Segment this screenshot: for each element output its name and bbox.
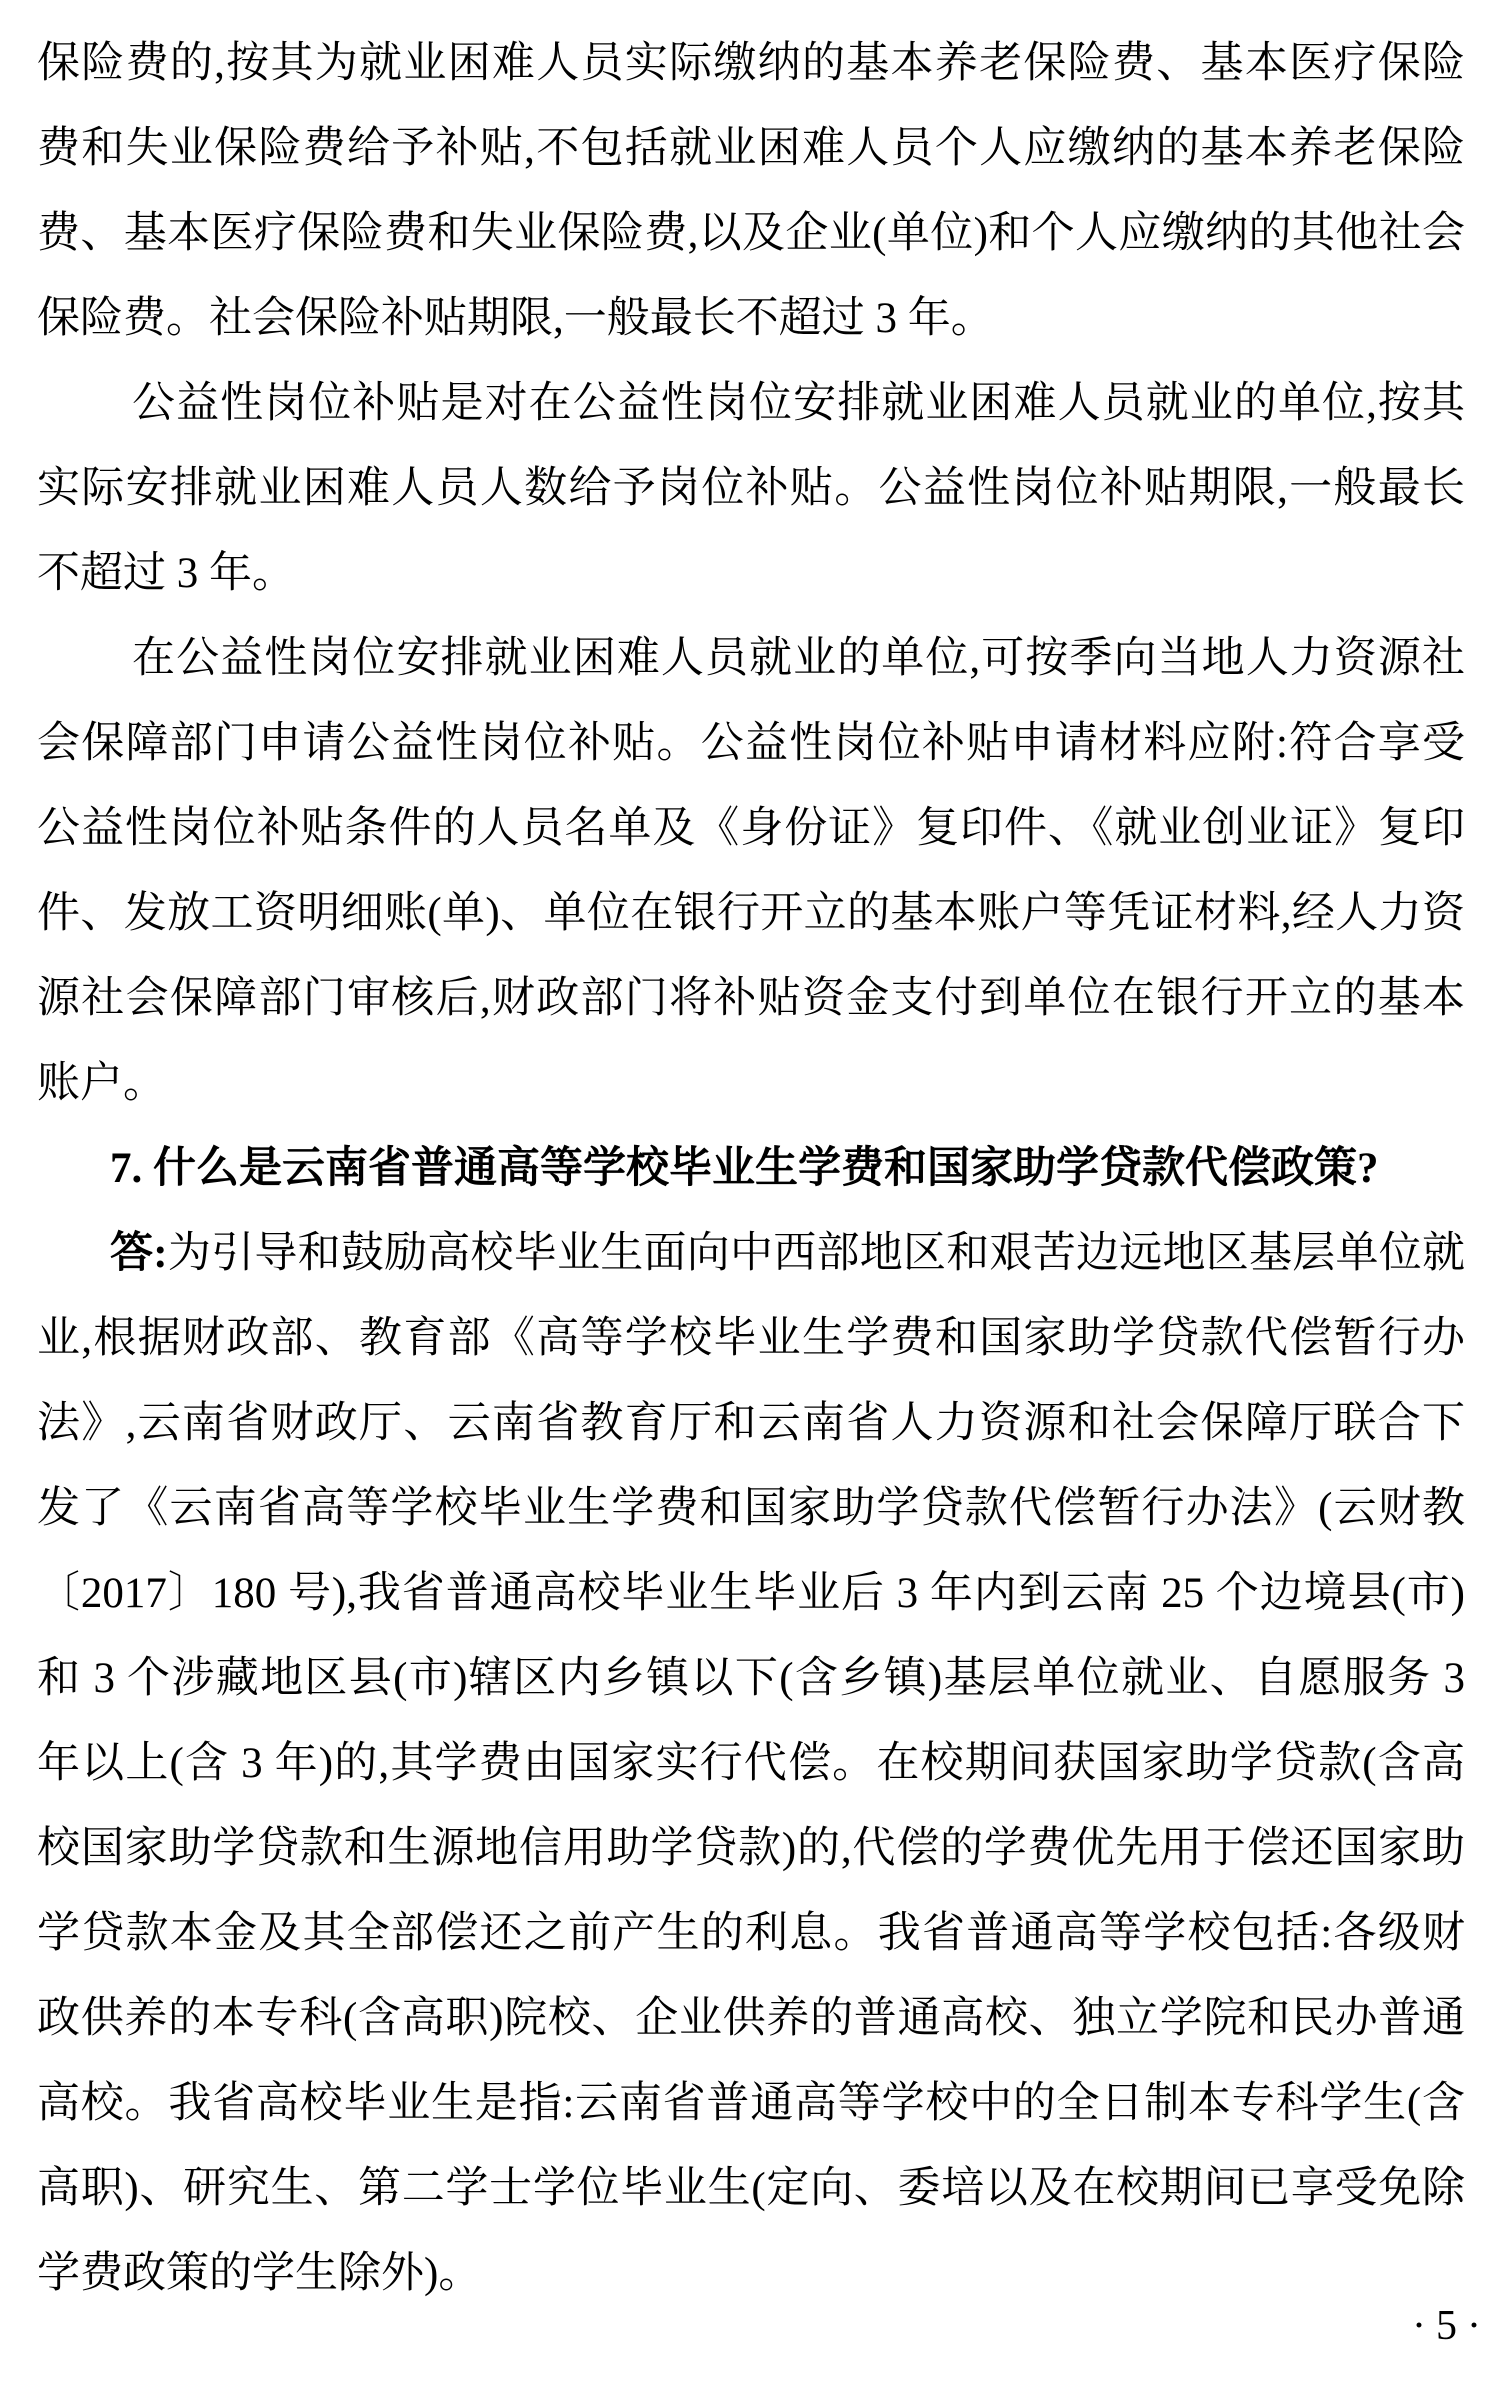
paragraph-post-subsidy-application-procedure: 在公益性岗位安排就业困难人员就业的单位,可按季向当地人力资源社会保障部门申请公益性岗位补贴。公益性岗位补贴申请材料应附:符合享受公益性岗位补贴条件的人员名单及《身份证》复印件、《就业创业证》复印件、发放工资明细账(单)、单位在银行开立的基本账户等凭证材料,经人力资源社会保障部门审核后,财政部门将补贴资金支付到单位在银行开立的基本账户。: [37, 635, 1465, 1107]
document-body: [37, 21, 1465, 2316]
paragraph-social-insurance-subsidy-continued: 保险费的,按其为就业困难人员实际缴纳的基本养老保险费、基本医疗保险费和失业保险费给予补贴,不包括就业困难人员个人应缴纳的基本养老保险费、基本医疗保险费和失业保险费,以及企业(单位)和个人应缴纳的其他社会保险费。社会保险补贴期限,一般最长不超过 3 年。: [37, 40, 1465, 342]
answer-text: 为引导和鼓励高校毕业生面向中西部地区和艰苦边远地区基层单位就业,根据财政部、教育部《高等学校毕业生学费和国家助学贷款代偿暂行办法》,云南省财政厅、云南省教育厅和云南省人力资源和社会保障厅联合下发了《云南省高等学校毕业生学费和国家助学贷款代偿暂行办法》(云财教〔2017〕180 号),我省普通高校毕业生毕业后 3 年内到云南 25 个边境县(市)和 3 个涉藏地区县(市)辖区内乡镇以下(含乡镇)基层单位就业、自愿服务 3 年以上(含 3 年)的,其学费由国家实行代偿。在校期间获国家助学贷款(含高校国家助学贷款和生源地信用助学贷款)的,代偿的学费优先用于偿还国家助学贷款本金及其全部偿还之前产生的利息。我省普通高等学校包括:各级财政供养的本专科(含高职)院校、企业供养的普通高校、独立学院和民办普通高校。我省高校毕业生是指:云南省普通高等学校中的全日制本专科学生(含高职)、研究生、第二学士学位毕业生(定向、委培以及在校期间已享受免除学费政策的学生除外)。: [37, 1230, 1466, 2297]
paragraph-public-welfare-post-subsidy: 公益性岗位补贴是对在公益性岗位安排就业困难人员就业的单位,按其实际安排就业困难人员人数给予岗位补贴。公益性岗位补贴期限,一般最长不超过 3 年。: [37, 380, 1465, 597]
page-number: ·5·: [1412, 2303, 1491, 2349]
answer-label: 答:: [110, 1230, 168, 1277]
paragraph-answer-7: [37, 1211, 1465, 2316]
question-7-heading: 7. 什么是云南省普通高等学校毕业生学费和国家助学贷款代偿政策?: [110, 1145, 1379, 1192]
